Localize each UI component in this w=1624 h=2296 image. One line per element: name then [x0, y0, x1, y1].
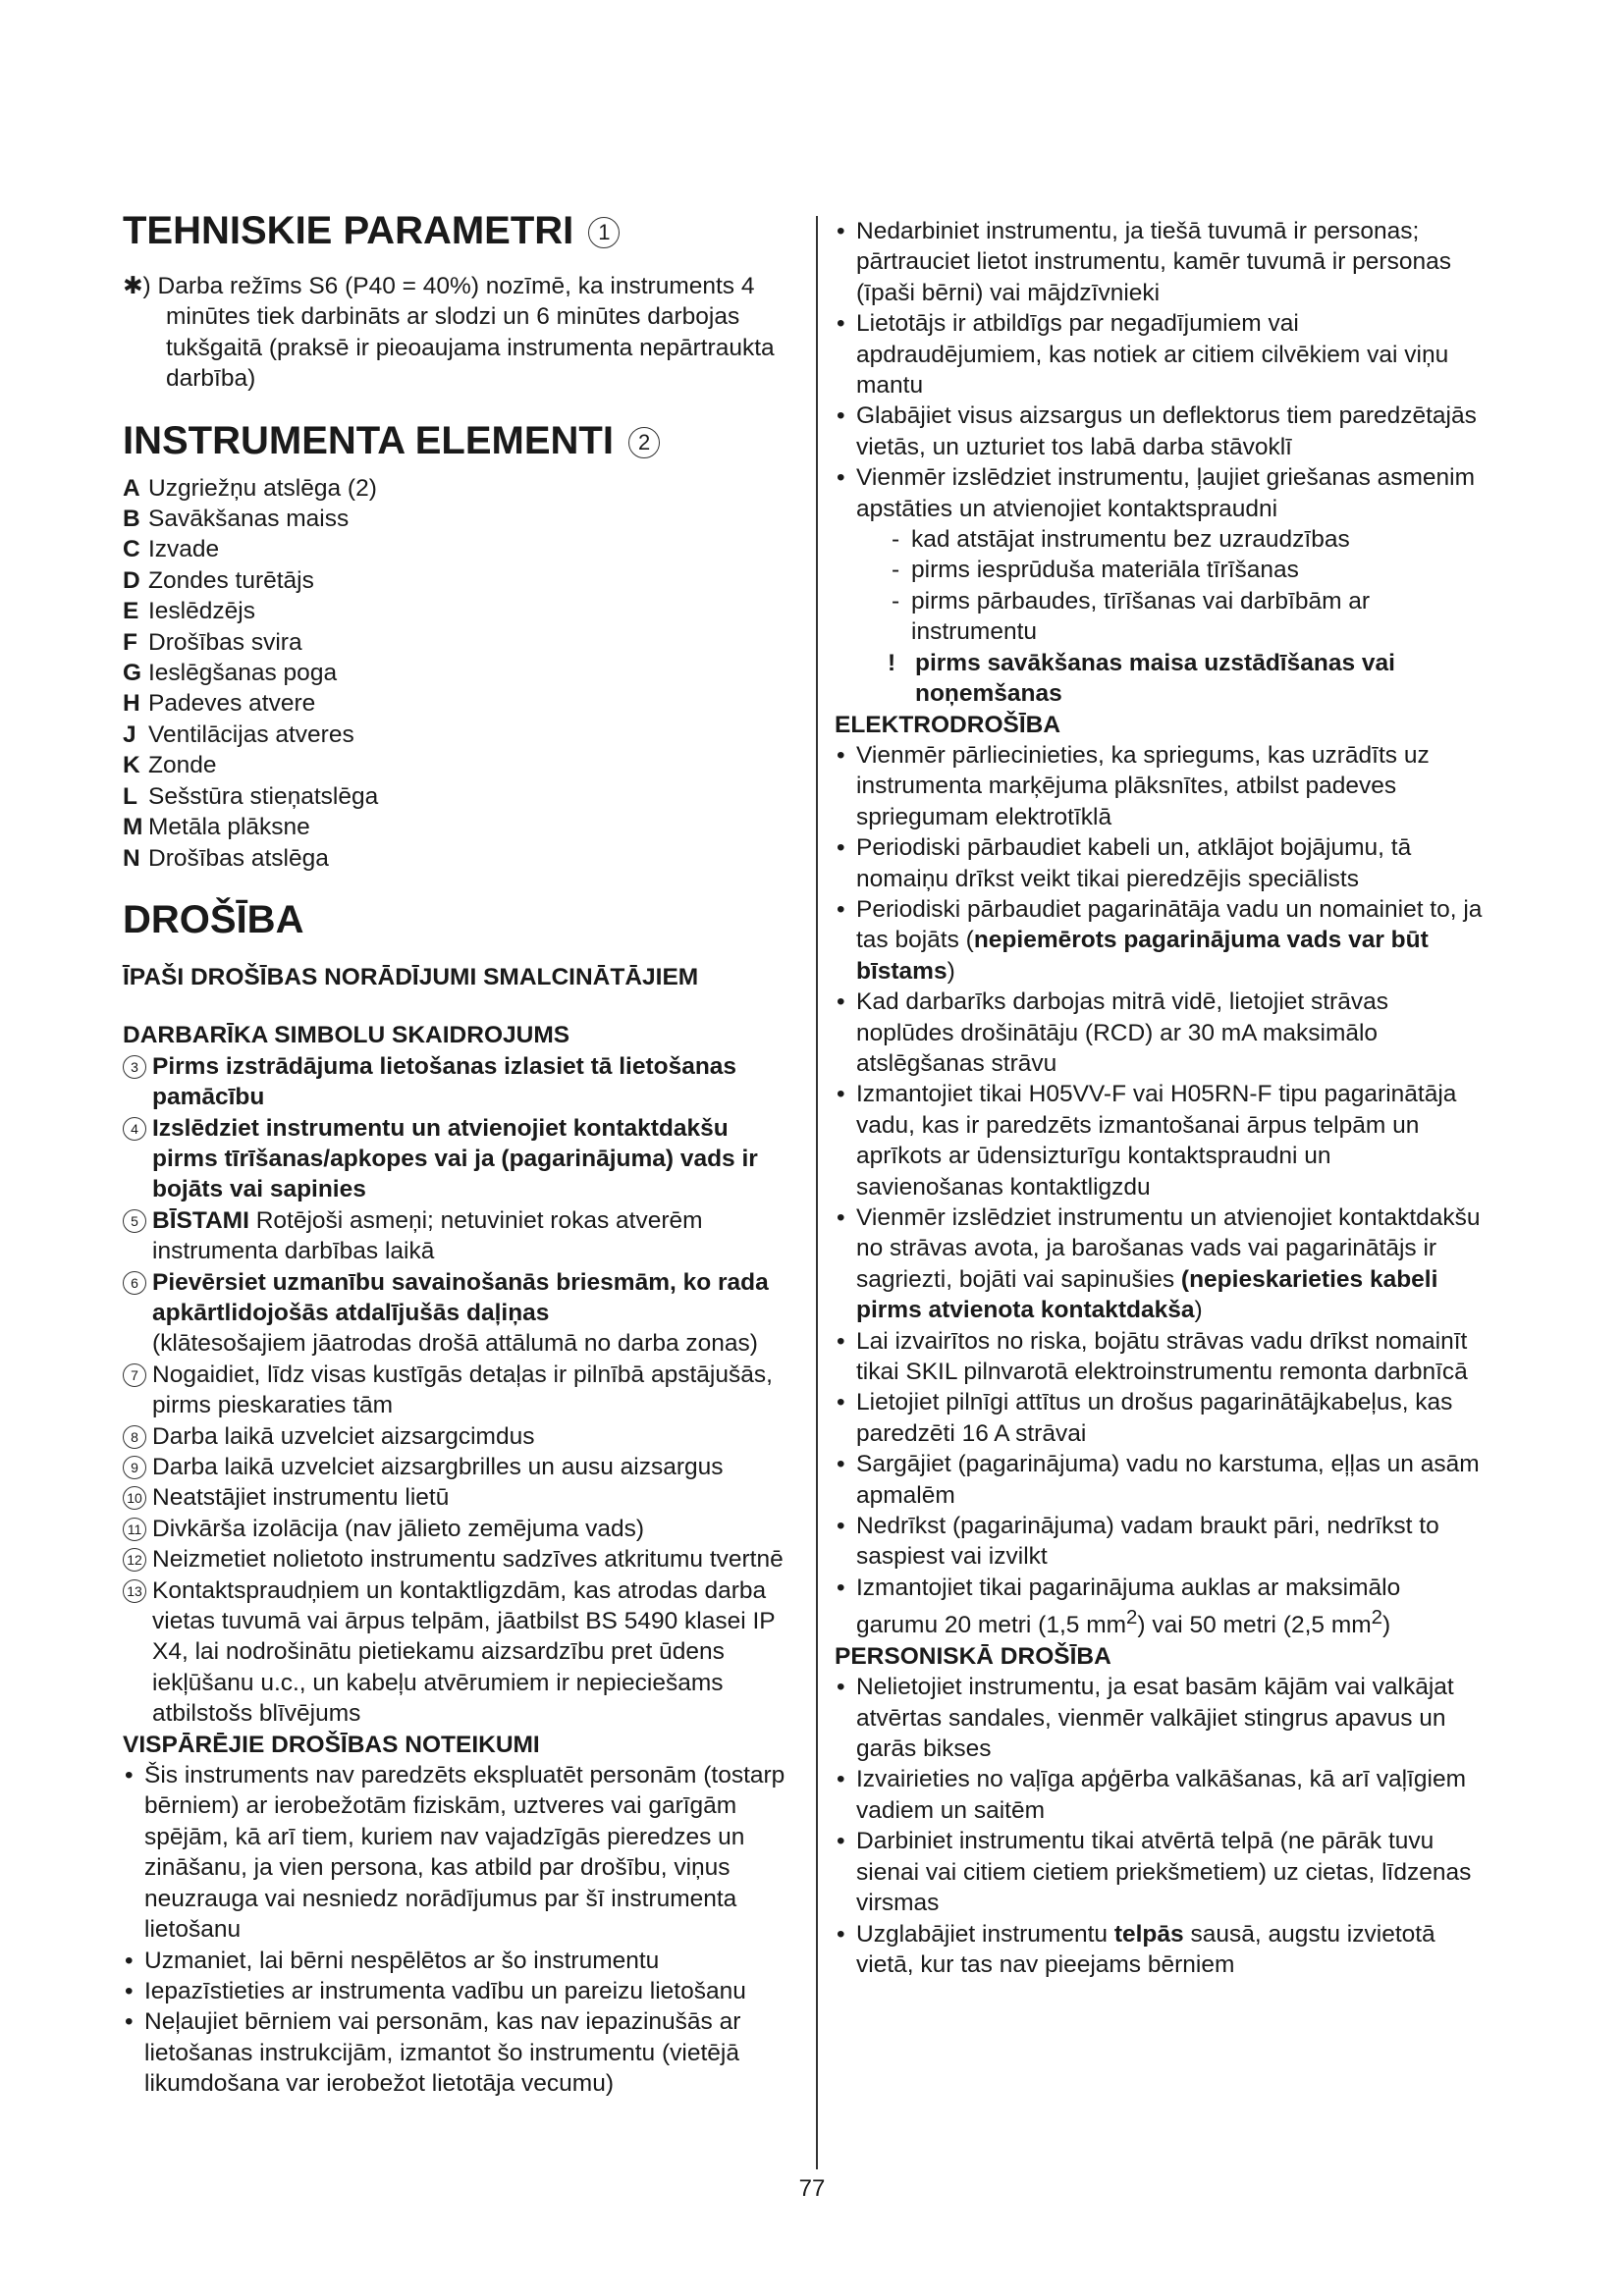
symbol-item-8 — [123, 1421, 800, 1452]
symbol-number-icon: 4 — [123, 1117, 146, 1141]
page-number: 77 — [798, 2175, 826, 2202]
element-key: M — [123, 814, 143, 841]
heading-technical-parameters — [123, 208, 800, 253]
duty-cycle-note — [123, 271, 800, 395]
column-divider — [816, 216, 818, 2169]
superscript: 2 — [1126, 1607, 1138, 1629]
element-label: Padeves atvere — [148, 690, 316, 718]
element-item — [123, 596, 800, 626]
symbol-text: Nogaidiet, līdz visas kustīgās detaļas ir pilnībā apstājušās, pirms pieskaraties tām — [152, 1361, 773, 1419]
symbol-number-icon: 9 — [123, 1456, 146, 1479]
list-item-bold: (nepieskarieties kabeli pirms atvienota kontaktdakša — [856, 1265, 1438, 1324]
symbol-item-9 — [123, 1452, 800, 1482]
symbol-number-icon: 13 — [123, 1579, 146, 1603]
symbol-item-6 — [123, 1267, 800, 1360]
element-key: D — [123, 566, 140, 594]
element-item — [123, 812, 800, 842]
symbol-text: Divkārša izolācija (nav jālieto zemējuma vads) — [152, 1515, 645, 1542]
personal-safety-list — [835, 1672, 1483, 1980]
element-item — [123, 627, 800, 658]
list-item-text: Vienmēr izslēdziet instrumentu, ļaujiet griešanas asmenim apstāties un atvienojiet kontaktspraudni — [856, 464, 1476, 522]
list-item: • Periodiski pārbaudiet kabeli un, atklājot bojājumu, tā nomaiņu drīkst veikt tikai pieredzējis speciālists — [835, 832, 1483, 894]
list-item: • Vienmēr pārliecinieties, ka spriegums, kas uzrādīts uz instrumenta marķējuma plāksnītes, atbilst padeves spriegumam elektrotīklā — [835, 740, 1483, 832]
element-item — [123, 720, 800, 750]
heading-text: TEHNISKIE PARAMETRI — [123, 209, 574, 252]
list-item: • Šis instruments nav paredzēts ekspluatēt personām (tostarp bērniem) ar ierobežotām fiziskām, uztveres vai garīgām spējām, kā arī tiem, kuriem nav vajadzīgās pieredzes un zināšanu, ja vien persona, kas atbild par drošību, viņus neuzrauga vai nesniedz norādījumus par šī instrumenta lietošanu — [123, 1760, 800, 1945]
symbol-number-icon: 10 — [123, 1486, 146, 1510]
symbol-number-icon: 6 — [123, 1271, 146, 1295]
asterisk-icon: ✱ — [123, 273, 143, 299]
subheading-general-safety: VISPĀRĒJIE DROŠĪBAS NOTEIKUMI — [123, 1731, 540, 1758]
list-item: • Nedarbiniet instrumentu, ja tiešā tuvumā ir personas; pārtrauciet lietot instrumentu, kamēr tuvumā ir personas (īpaši bērni) vai mājdzīvnieki — [835, 216, 1483, 308]
list-item: • Lai izvairītos no riska, bojātu strāvas vadu drīkst nomainīt tikai SKIL pilnvarotā elektroinstrumentu remonta darbnīcā — [835, 1326, 1483, 1388]
element-item — [123, 843, 800, 874]
heading-safety: DROŠĪBA — [123, 897, 304, 941]
symbol-text: Rotējoši asmeņi; netuviniet rokas atverēm instrumenta darbības laikā — [152, 1206, 703, 1265]
list-item-text: Periodiski pārbaudiet pagarinātāja vadu un nomainiet to, ja tas bojāts ( — [856, 895, 1483, 954]
list-item-text: ) — [1194, 1297, 1203, 1324]
warning-sub-item — [856, 648, 1483, 710]
element-item — [123, 473, 800, 504]
element-label: Ieslēdzējs — [148, 598, 255, 625]
symbol-item-5 — [123, 1205, 800, 1267]
symbol-text-bold: Pievērsiet uzmanību savainošanās briesmām, ko rada apkārtlidojošās atdalījušās daļiņas — [152, 1268, 769, 1326]
element-label: Uzgriežņu atslēga (2) — [148, 474, 377, 502]
symbol-item-7 — [123, 1360, 800, 1421]
duty-cycle-text: ) Darba režīms S6 (P40 = 40%) nozīmē, ka instruments 4 minūtes tiek darbināts ar slodzi un 6 minūtes darbojas tukšgaitā (praksē ir pieoaujama instrumenta nepārtraukta darbība) — [142, 273, 775, 393]
list-item — [835, 1573, 1483, 1641]
element-item — [123, 750, 800, 780]
element-item — [123, 565, 800, 596]
list-item: • Glabājiet visus aizsargus un deflektorus tiem paredzētajās vietās, un uzturiet tos labā darba stāvoklī — [835, 400, 1483, 462]
symbol-number-icon: 7 — [123, 1363, 146, 1387]
element-item — [123, 658, 800, 688]
right-column — [835, 216, 1483, 1980]
element-key: F — [123, 628, 137, 656]
list-item — [835, 1202, 1483, 1326]
element-item — [123, 534, 800, 564]
symbol-item-13 — [123, 1575, 800, 1730]
element-item — [123, 688, 800, 719]
symbol-text: Darba laikā uzvelciet aizsargcimdus — [152, 1422, 535, 1450]
figure-ref-2: 2 — [628, 427, 660, 458]
symbol-number-icon: 12 — [123, 1548, 146, 1572]
list-item-bold: nepiemērots pagarinājuma vads var būt bīstams — [856, 927, 1429, 985]
element-key: C — [123, 536, 140, 563]
list-item-bold: telpās — [1113, 1920, 1184, 1948]
list-item: • Izvairieties no vaļīga apģērba valkāšanas, kā arī vaļīgiem vadiem un saitēm — [835, 1764, 1483, 1826]
list-item: • Kad darbarīks darbojas mitrā vidē, lietojiet strāvas noplūdes drošinātāju (RCD) ar 30 mA maksimālo atslēgšanas strāvu — [835, 987, 1483, 1079]
subheading-symbols: DARBARĪKA SIMBOLU SKAIDROJUMS — [123, 1022, 570, 1049]
list-item: • Lietotājs ir atbildīgs par negadījumiem vai apdraudējumiem, kas notiek ar citiem cilvēkiem vai viņu mantu — [835, 308, 1483, 400]
list-item: • Neļaujiet bērniem vai personām, kas nav iepazinušās ar lietošanas instrukcijām, izmantot šo instrumentu (vietējā likumdošana var ierobežot lietotāja vecumu) — [123, 2006, 800, 2099]
element-label: Metāla plāksne — [148, 814, 310, 841]
element-label: Drošības atslēga — [148, 844, 329, 872]
list-item — [835, 1919, 1483, 1981]
sub-item: - pirms iesprūduša materiāla tīrīšanas — [856, 555, 1483, 585]
warning-text: pirms savākšanas maisa uzstādīšanas vai noņemšanas — [915, 649, 1395, 708]
element-key: G — [123, 660, 142, 687]
exclamation-icon: ! — [888, 649, 896, 676]
list-item: • Darbiniet instrumentu tikai atvērtā telpā (ne pārāk tuvu sienai vai citiem cietiem priekšmetiem) uz cietas, līdzenas virsmas — [835, 1826, 1483, 1918]
symbol-item-10 — [123, 1482, 800, 1513]
list-item: • Izmantojiet tikai H05VV-F vai H05RN-F tipu pagarinātāja vadu, kas ir paredzēts izmantošanai ārpus telpām un aprīkots ar ūdensizturīgu kontaktspraudni un savienošanas kontaktligzdu — [835, 1079, 1483, 1202]
element-label: Zonde — [148, 752, 217, 779]
symbol-text: Darba laikā uzvelciet aizsargbrilles un ausu aizsargus — [152, 1454, 724, 1480]
symbol-number-icon: 8 — [123, 1425, 146, 1449]
heading-text: INSTRUMENTA ELEMENTI — [123, 418, 614, 462]
list-item-text: Uzglabājiet instrumentu — [856, 1920, 1114, 1948]
element-label: Savākšanas maiss — [148, 506, 350, 533]
element-label: Ventilācijas atveres — [148, 721, 354, 748]
symbol-number-icon: 11 — [123, 1518, 146, 1541]
element-key: N — [123, 844, 140, 872]
list-item: • Nelietojiet instrumentu, ja esat basām kājām vai valkājat atvērtas sandales, vienmēr valkājiet stingrus apavus un garās bikses — [835, 1672, 1483, 1764]
symbol-item-11 — [123, 1514, 800, 1544]
list-item-text: Izmantojiet tikai pagarinājuma auklas ar maksimālo garumu 20 metri (1,5 mm — [856, 1574, 1401, 1639]
symbol-item-3 — [123, 1051, 800, 1113]
left-column — [123, 208, 800, 2100]
symbol-text: Pirms izstrādājuma lietošanas izlasiet tā lietošanas pamācību — [152, 1052, 737, 1111]
symbol-item-12 — [123, 1544, 800, 1575]
list-item: • Lietojiet pilnīgi attītus un drošus pagarinātājkabeļus, kas paredzēti 16 A strāvai — [835, 1387, 1483, 1449]
symbol-warning-label: BĪSTAMI — [152, 1206, 249, 1234]
list-item-text: ) vai 50 metri (2,5 mm — [1137, 1612, 1372, 1639]
list-item: • Sargājiet (pagarinājuma) vadu no karstuma, eļļas un asām apmalēm — [835, 1449, 1483, 1511]
list-item-text: ) — [1382, 1612, 1391, 1639]
element-key: A — [123, 474, 140, 502]
sub-item: - kad atstājat instrumentu bez uzraudzības — [856, 524, 1483, 555]
element-label: Sešstūra stieņatslēga — [148, 782, 379, 810]
symbol-text: (klātesošajiem jāatrodas drošā attālumā no darba zonas) — [152, 1330, 758, 1358]
symbol-text: Izslēdziet instrumentu un atvienojiet kontaktdakšu pirms tīrīšanas/apkopes vai ja (pagarinājuma) vads ir bojāts vai sapinies — [152, 1114, 758, 1203]
subheading-special-safety: ĪPAŠI DROŠĪBAS NORĀDĪJUMI SMALCINĀTĀJIEM — [123, 963, 699, 990]
symbol-text: Neatstājiet instrumentu lietū — [152, 1484, 450, 1512]
sub-item: - pirms pārbaudes, tīrīšanas vai darbībām ar instrumentu — [856, 586, 1483, 648]
general-safety-list — [123, 1760, 800, 2099]
symbol-number-icon: 5 — [123, 1209, 146, 1233]
element-label: Ieslēgšanas poga — [148, 660, 338, 687]
elements-list — [123, 473, 800, 874]
element-key: B — [123, 506, 140, 533]
element-key: E — [123, 598, 139, 625]
element-key: L — [123, 782, 137, 810]
list-item — [835, 894, 1483, 987]
element-label: Izvade — [148, 536, 220, 563]
list-item: • Nedrīkst (pagarinājuma) vadam braukt pāri, nedrīkst to saspiest vai izvilkt — [835, 1511, 1483, 1573]
list-item-text: Vienmēr izslēdziet instrumentu un atvienojiet kontaktdakšu no strāvas avota, ja barošanas vads vai pagarinātājs ir sagriezti, bojāti vai sapinušies — [856, 1204, 1481, 1293]
list-item-text: ) — [947, 957, 955, 985]
heading-instrument-elements — [123, 418, 800, 463]
figure-ref-1: 1 — [588, 217, 620, 248]
subheading-electrical-safety: ELEKTRODROŠĪBA — [835, 711, 1061, 738]
superscript: 2 — [1371, 1607, 1382, 1629]
element-item — [123, 781, 800, 812]
electrical-safety-list — [835, 740, 1483, 1641]
element-label: Zondes turētājs — [148, 566, 314, 594]
element-key: J — [123, 721, 136, 748]
symbol-text: Kontaktspraudņiem un kontaktligzdām, kas atrodas darba vietas tuvumā vai ārpus telpām, jāatbilst BS 5490 klasei IP X4, lai nodrošinātu pietiekamu aizsardzību pret ūdens iekļūšanu u.c., un kabeļu atvērumiem ir nepieciešams atbilstošs blīvējums — [152, 1576, 776, 1728]
general-safety-list-continued — [835, 216, 1483, 710]
list-item: • Uzmaniet, lai bērni nespēlētos ar šo instrumentu — [123, 1946, 800, 1976]
symbol-text: Neizmetiet nolietoto instrumentu sadzīves atkritumu tvertnē — [152, 1546, 784, 1574]
symbol-number-icon: 3 — [123, 1055, 146, 1079]
list-item: • Iepazīstieties ar instrumenta vadību un pareizu lietošanu — [123, 1976, 800, 2006]
list-item — [835, 462, 1483, 709]
element-label: Drošības svira — [148, 628, 302, 656]
list-item-text: sausā, augstu izvietotā vietā, kur tas nav pieejams bērniem — [856, 1920, 1435, 1978]
subheading-personal-safety: PERSONISKĀ DROŠĪBA — [835, 1642, 1111, 1670]
element-item — [123, 504, 800, 534]
symbol-item-4 — [123, 1113, 800, 1205]
element-key: K — [123, 752, 140, 779]
element-key: H — [123, 690, 140, 718]
